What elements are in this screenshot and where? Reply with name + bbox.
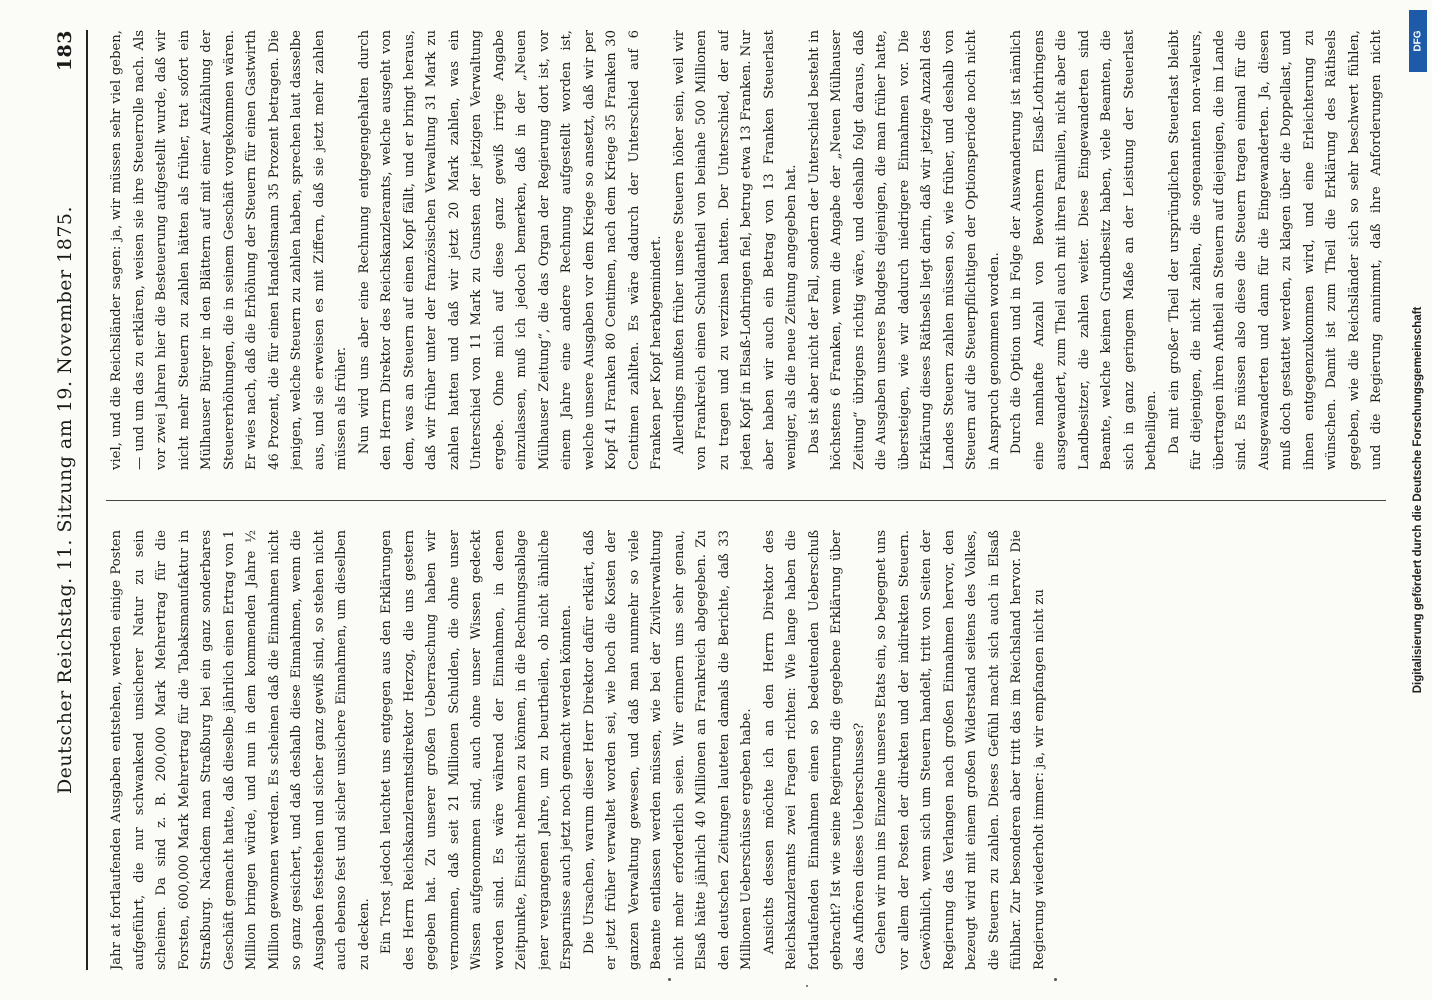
page-number: 183 — [54, 30, 76, 72]
right-paragraph-5: Durch die Option und in Folge der Auswanderung ist nämlich eine namhafte Anzahl von Bewohnern Elsaß-Lothringens ausgewandert, zum Theil auch mit ihren Familien, nicht aber die Landbesitzer, die zahlen weiter. Diese Eingewanderten sind Beamte, welche keinen Grundbesitz haben, viele Beamten, die sich in ganz geringem Maße an der Leistung der Steuerlast betheiligen. — [1009, 30, 1159, 470]
right-paragraph-1: viel, und die Reichsländer sagen: ja, wir müssen sehr viel geben, — und um das zu erklären, weisen sie ihre Steuerrolle nach. Als vor zwei Jahren hier die Besteuerung aufgestellt wurde, daß wir nicht mehr Steuern zu zahlen hätten als früher, trat sofort ein Mülhauser Bürger in den Blättern auf mit einer Aufzählung der Steuererhöhungen, die in seinem Geschäft vorgekommen wären. Er wies nach, daß die Erhöhung der Steuern für einen Gastwirth 46 Prozent, die für einen Handelsmann 35 Prozent betragen. Die jenigen, welche Steuern zu zahlen haben, sprechen laut dasselbe aus, und sie erweisen es mit Ziffern, daß sie jetzt mehr zahlen müssen als früher. — [109, 30, 349, 470]
right-column — [106, 30, 1386, 470]
right-paragraph-2: Nun wird uns aber eine Rechnung entgegengehalten durch den Herrn Direktor des Reichskanzleramts, welche ausgeht von dem, was an Steuern auf einen Kopf fällt, und er bringt heraus, daß wir früher unter der französischen Verwaltung 31 Mark zu zahlen hatten und daß wir jetzt 20 Mark zahlen, was ein Unterschied von 11 Mark zu Gunsten der jetzigen Verwaltung ergebe. Ohne mich auf diese ganz gewiß irrige Angabe einzulassen, muß ich jedoch bemerken, daß in der „Neuen Mülhauser Zeitung“, die das Organ der Regierung dort ist, vor einem Jahre eine andere Rechnung aufgestellt worden ist, welche unsere Ausgaben vor dem Kriege so ansetzt, daß wir per Kopf 41 Franken 80 Centimen, nach dem Kriege 35 Franken 30 Centimen zahlten. Es wäre dadurch der Unterschied auf 6 Franken per Kopf herabgemindert. — [356, 30, 664, 470]
left-column — [106, 530, 1386, 970]
newspaper-page — [26, 0, 1406, 1000]
left-paragraph-1: Jahr at fortlaufenden Ausgaben entstehen, werden einige Posten aufgeführt, die nur schwankend unsicherer Natur zu sein scheinen. Da sind z. B. 200,000 Mark Mehrertrag für die Forsten, 600,000 Mark Mehrertrag für die Tabaksmanufaktur in Straßburg. Nachdem man Straßburg bei ein ganz sonderbares Geschäft gemacht hatte, daß dieselbe jährlich einen Ertrag von 1 Million bringen würde, und nun in dem kommenden Jahre ½ Million gewonnen werden. Es scheinen daß die Einnahmen nicht so ganz gesichert, und daß deshalb diese Einnahmen, wenn die Ausgaben feststehen und sicher ganz gewiß sind, so stehen nicht auch ebenso fest und sicher unsichere Einnahmen, um dieselben zu decken. — [109, 530, 372, 970]
left-paragraph-4: Ansichts dessen möchte ich an den Herrn Direktor des Reichskanzleramts zwei Fragen richten: Wie lange haben die fortlaufenden Einnahmen einen so bedeutenden Ueberschuß gebracht? Ist wie seine Regierung die gegebene Erklärung über das Aufhören dieses Ueberschusses? — [761, 530, 867, 970]
scan-speck — [668, 978, 671, 981]
column-divider — [106, 500, 1386, 501]
header-title: Deutscher Reichstag. 11. Sitzung am 19. November 1875. — [54, 205, 76, 795]
left-paragraph-2: Ein Trost jedoch leuchtet uns entgegen aus den Erklärungen des Herrn Reichskanzleramtsdirektor Herzog, die uns gestern gegeben hat. Zu unserer großen Ueberraschung haben wir vernommen, daß seit 21 Millionen Schulden, die ohne unser Wissen aufgenommen sind, auch ohne unser Wissen gedeckt worden sind. Es wäre während der Einnahmen, in denen Zeitpunkte, Einsicht nehmen zu können, in die Rechnungsablage jener vergangenen Jahre, um zu beurtheilen, ob nicht ähnliche Ersparnisse auch jetzt noch gemacht werden könnten. — [379, 530, 574, 970]
dfg-logo: DFG — [1409, 10, 1427, 72]
dfg-watermark — [1406, 10, 1430, 990]
right-paragraph-3: Allerdings mußten früher unsere Steuern höher sein, weil wir von Frankreich einen Schuldantheil von beinahe 500 Millionen zu tragen und zu verzinsen hatten. Der Unterschied, der auf jeden Kopf in Elsaß-Lothringen fiel, betrug etwa 13 Franken. Nur aber haben wir auch ein Betrag von 13 Franken Steuerlast weniger, als die neue Zeitung angegeben hat. — [671, 30, 799, 470]
running-header — [46, 30, 88, 970]
right-paragraph-4: Das ist aber nicht der Fall, sondern der Unterschied besteht in höchstens 6 Franken, wenn die Angabe der „Neuen Mülhauser Zeitung“ übrigens richtig wäre, und deshalb folgt daraus, daß die Ausgaben unseres Budgets diejenigen, die man früher hatte, übersteigen, wie wir dadurch niedrigere Einnahmen vor. Die Erklärung dieses Räthsels liegt darin, daß wir jetzige Anzahl des Landes Steuern zahlen müssen so, wie früher, und deshalb von Steuern auf die Steuerpflichtigen der Optionsperiode noch nicht in Anspruch genommen worden. — [806, 30, 1002, 470]
left-paragraph-3: Die Ursachen, warum dieser Herr Direktor dafür erklärt, daß er jetzt früher verwaltet worden sei, wie hoch die Kosten der ganzen Verwaltung gewesen, und daß man nunmehr so viele Beamte entlassen werden müssen, wie bei der Zivilverwaltung nicht mehr erforderlich seien. Wir erinnern uns sehr genau, Elsaß hätte jährlich 40 Millionen an Frankreich abgegeben. Zu den deutschen Zeitungen lauteten damals die Berichte, daß 33 Millionen Ueberschüsse ergeben habe. — [581, 530, 754, 970]
right-paragraph-6: Da mit ein großer Theil der ursprünglichen Steuerlast bleibt für diejenigen, die nicht zahlen, die sogenannten non-valeurs, übertragen ihren Antheil an Steuern auf diejenigen, die im Lande sind. Es müssen also diese die Steuern tragen einmal für die Ausgewanderten und dann für die Eingewanderten. Ja, diesen muß doch gestattet werden, zu klagen über die Doppellast, und ihnen entgegenzukommen wird, und eine Erleichterung zu wünschen. Damit ist zum Theil die Erklärung des Räthsels gegeben, wie die Reichsländer sich so sehr beschwert fühlen, und die Regierung annimmt, daß ihre Anforderungen nicht — [1166, 30, 1384, 470]
left-paragraph-5: Gehen wir nun ins Einzelne unseres Etats ein, so begegnet uns vor allem der Posten der direkten und der indirekten Steuern. Gewöhnlich, wenn sich um Steuern handelt, tritt von Seiten der Regierung das Verlangen nach großen Einnahmen hervor, den bezeugt wird mit einem großen Widerstand seitens des Volkes, die Steuern zu zahlen. Dieses Gefühl macht sich auch in Elsaß fühlbar. Zur besonderen aber tritt das im Reichsland hervor. Die Regierung wiederholt immer: ja, wir empfangen nicht zu — [874, 530, 1047, 970]
watermark-text: Digitalisierung gefördert durch die Deutsche Forschungsgemeinschaft — [1412, 306, 1424, 694]
scan-speck — [1054, 978, 1057, 981]
scan-speck — [806, 985, 808, 987]
